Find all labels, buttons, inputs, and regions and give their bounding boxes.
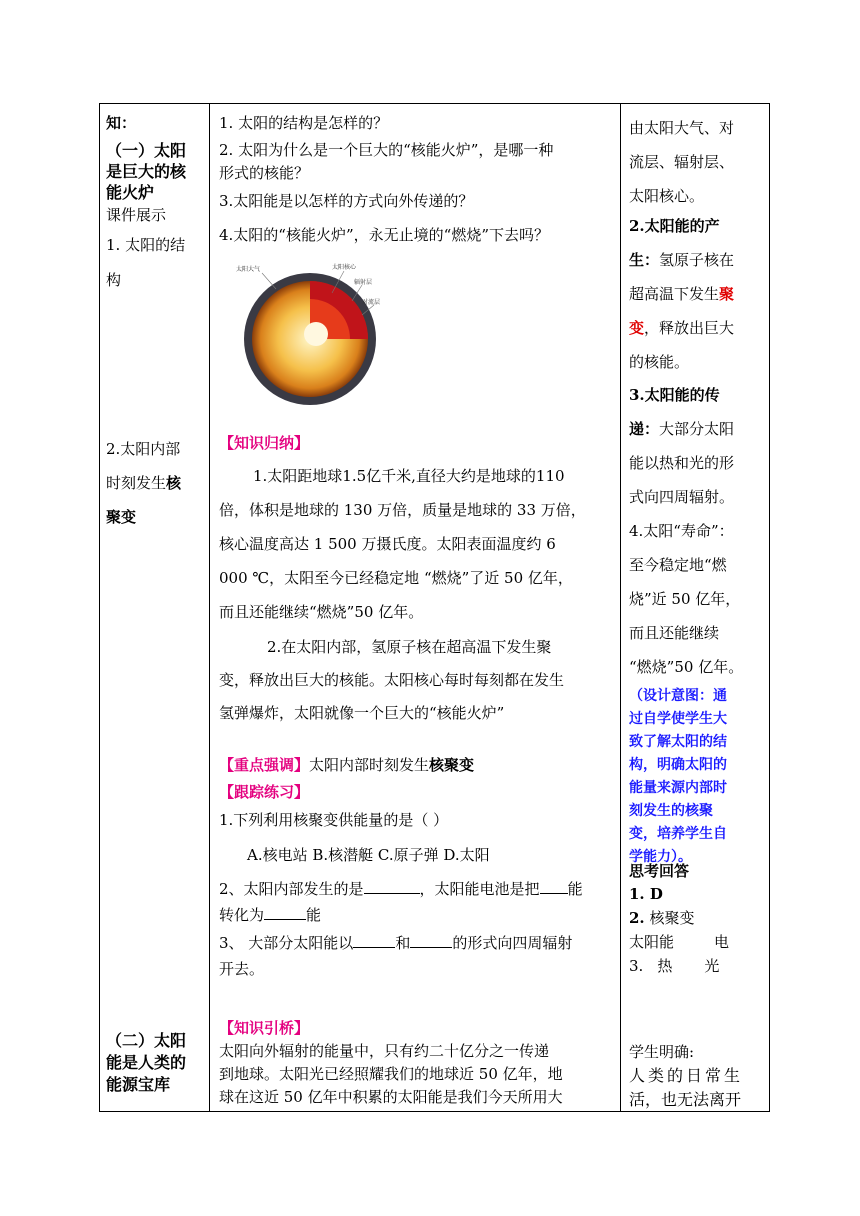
answer-3-line2: 能以热和光的形	[629, 454, 735, 472]
sun-core	[304, 322, 328, 346]
key-emphasis-bold: 核聚变	[429, 756, 475, 774]
design-intent-line1: （设计意图：通	[629, 688, 727, 704]
think-answer-2	[629, 908, 694, 928]
exercise-2-blank-1[interactable]	[364, 879, 420, 894]
exercise-1-options: A.核电站 B.核潜艇 C.原子弹 D.太阳	[247, 846, 490, 864]
column-content	[210, 104, 621, 1112]
question-4: 4.太阳的“核能火炉”，永无止境的“燃烧”下去吗？	[219, 226, 549, 244]
paragraph-3-line3: 球在这近 50 亿年中积累的太阳能是我们今天所用大	[219, 1088, 563, 1106]
design-intent-line7: 变，培养学生自	[629, 826, 727, 842]
exercise-2-text-b: ，太阳能电池是把	[419, 880, 540, 898]
exercise-2-blank-2[interactable]	[540, 879, 568, 894]
item2-line2	[106, 473, 181, 493]
answer-4-line3: 烧”近 50 亿年，	[629, 590, 741, 608]
think-answer-3-num: 3.	[629, 957, 644, 975]
section1-title-line3: 能火炉	[106, 183, 155, 202]
think-answer-2-electric: 电	[714, 933, 730, 951]
section2-title	[106, 1030, 186, 1096]
answer-1-line1: 由太阳大气、对	[629, 119, 735, 137]
question-2-line1: 2. 太阳为什么是一个巨大的“核能火炉”，是哪一种	[219, 141, 554, 159]
think-answer-3-heat: 热	[657, 957, 673, 975]
exercise-3-text-a: 3、 大部分太阳能以	[219, 934, 354, 952]
students-clarify-text	[629, 1064, 769, 1111]
column-topics	[100, 104, 210, 1112]
answer-4-line2: 至今稳定地“燃	[629, 556, 727, 574]
paragraph-2-line3: 氢弹爆炸，太阳就像一个巨大的“核能火炉”	[219, 704, 505, 722]
paragraph-1	[219, 459, 619, 629]
exercise-2-text-c: 能	[567, 880, 583, 898]
key-emphasis-heading: 【重点强调】	[219, 756, 310, 774]
sun-structure-diagram	[232, 259, 388, 415]
paragraph-3-line2: 到地球。太阳光已经照耀我们的地球近 50 亿年，地	[219, 1065, 563, 1083]
think-answer-1: 1. D	[629, 885, 663, 903]
label-sun-core: 太阳核心	[332, 264, 357, 271]
answer-4-line4: 而且还能继续	[629, 624, 720, 642]
item1-line2: 构	[106, 271, 122, 289]
paragraph-3	[219, 1040, 619, 1109]
paragraph-1-line2: 倍，体积是地球的 130 万倍，质量是地球的 33 万倍，	[219, 501, 586, 519]
answer-2-line4: 的核能。	[629, 353, 690, 371]
answer-1	[629, 111, 734, 213]
section1-title-line1: （一）太阳	[106, 141, 187, 160]
answer-2-line1: 氢原子核在	[659, 251, 735, 269]
section2-title-line3: 能源宝库	[106, 1075, 171, 1094]
think-answer-2-num: 2.	[629, 909, 645, 927]
section1-title-line2: 是巨大的核	[106, 162, 187, 181]
exercise-2-line2	[219, 905, 321, 925]
students-clarify-line2: 活，也无法离开	[629, 1090, 742, 1109]
paragraph-2-line2: 变，释放出巨大的核能。太阳核心每时每刻都在发生	[219, 671, 565, 689]
practice-heading: 【跟踪练习】	[219, 783, 310, 801]
answer-3-title: 3.太阳能的传	[629, 386, 720, 404]
design-intent-line8: 学能力）。	[629, 849, 692, 865]
design-intent-line3: 致了解太阳的结	[629, 734, 727, 750]
students-clarify: 学生明确:	[629, 1043, 695, 1061]
answer-2-red-1: 聚	[719, 285, 735, 303]
question-1: 1. 太阳的结构是怎样的？	[219, 114, 389, 132]
answer-3-line3: 式向四周辐射。	[629, 488, 735, 506]
answer-3	[629, 378, 769, 514]
think-answer-3	[629, 956, 719, 976]
exercise-2-text-d: 转化为	[219, 906, 265, 924]
item2-text: 时刻发生	[106, 474, 167, 492]
design-intent	[629, 685, 769, 869]
section2-title-line2: 能是人类的	[106, 1053, 187, 1072]
design-intent-line5: 能量来源内部时	[629, 780, 727, 796]
zhi-label: 知：	[106, 114, 137, 132]
paragraph-1-line5: 而且还能继续“燃烧”50 亿年。	[219, 603, 424, 621]
think-answer-3-light: 光	[704, 957, 720, 975]
exercise-3-blank-1[interactable]	[353, 933, 395, 948]
answer-2-red-2: 变	[629, 319, 645, 337]
paragraph-2	[219, 631, 619, 730]
lesson-table	[99, 103, 770, 1112]
exercise-2-text-e: 能	[306, 906, 322, 924]
question-3: 3.太阳能是以怎样的方式向外传递的？	[219, 192, 474, 210]
think-answer-2-solar: 太阳能	[629, 933, 675, 951]
students-clarify-line1: 人类的日常生	[629, 1066, 744, 1085]
label-convection-zone: 对流层	[362, 299, 381, 306]
answer-1-line2: 流层、辐射层、	[629, 153, 735, 171]
key-emphasis-text: 太阳内部时刻发生	[309, 756, 430, 774]
answer-4	[629, 514, 769, 684]
paragraph-1-line4: 000 ℃，太阳至今已经稳定地 “燃烧”了近 50 亿年，	[219, 569, 573, 587]
question-2-line2: 形式的核能？	[219, 164, 310, 182]
section2-title-line1: （二）太阳	[106, 1031, 187, 1050]
exercise-3-text-b: 和	[395, 934, 411, 952]
column-answers	[621, 104, 770, 1112]
paragraph-3-line1: 太阳向外辐射的能量中，只有约二十亿分之一传递	[219, 1042, 550, 1060]
answer-3-title2: 递：	[629, 420, 660, 438]
exercise-2-text-a: 2、太阳内部发生的是	[219, 880, 364, 898]
section1-title	[106, 140, 206, 203]
answer-2-line2: 超高温下发生	[629, 285, 720, 303]
item2-line1: 2.太阳内部	[106, 440, 181, 458]
answer-2	[629, 209, 769, 379]
paragraph-1-line3: 核心温度高达 1 500 万摄氏度。太阳表面温度约 6	[219, 535, 556, 553]
kejian-label: 课件展示	[106, 206, 167, 224]
exercise-2-blank-3[interactable]	[264, 905, 306, 920]
answer-4-line1: 4.太阳“寿命”：	[629, 522, 734, 540]
answer-2-line3: ，释放出巨大	[644, 319, 735, 337]
item2-bold: 核	[166, 474, 182, 492]
knowledge-bridge-heading: 【知识引桥】	[219, 1019, 310, 1037]
knowledge-summary-heading: 【知识归纳】	[219, 434, 310, 452]
label-sun-atmosphere: 太阳大气	[236, 266, 261, 273]
exercise-1: 1.下列利用核聚变供能量的是（ ）	[219, 811, 449, 829]
answer-3-line1: 大部分太阳	[659, 420, 735, 438]
key-emphasis	[219, 755, 474, 775]
item2-line3: 聚变	[106, 508, 137, 526]
exercise-3-blank-2[interactable]	[410, 933, 452, 948]
exercise-2-line1	[219, 879, 583, 899]
exercise-3-line1	[219, 933, 572, 953]
paragraph-1-line1: 1.太阳距地球1.5亿千米,直径大约是地球的110	[253, 467, 565, 485]
exercise-3-text-c: 的形式向四周辐射	[452, 934, 573, 952]
design-intent-line4: 构，明确太阳的	[629, 757, 727, 773]
exercise-3-line2: 开去。	[219, 960, 265, 978]
think-answer-2-text: 核聚变	[649, 909, 695, 927]
answer-2-title2: 生：	[629, 251, 660, 269]
answer-1-line3: 太阳核心。	[629, 187, 705, 205]
design-intent-line2: 过自学使学生大	[629, 711, 727, 727]
design-intent-line6: 刻发生的核聚	[629, 803, 713, 819]
paragraph-2-line1: 2.在太阳内部，氢原子核在超高温下发生聚	[267, 638, 552, 656]
answer-2-title: 2.太阳能的产	[629, 217, 720, 235]
answer-4-line5: “燃烧”50 亿年。	[629, 658, 744, 676]
item1-line1: 1. 太阳的结	[106, 236, 186, 254]
label-radiation-zone: 辐射层	[354, 279, 373, 286]
think-answer-heading: 思考回答	[629, 862, 690, 880]
think-answer-2-line2	[629, 932, 729, 952]
